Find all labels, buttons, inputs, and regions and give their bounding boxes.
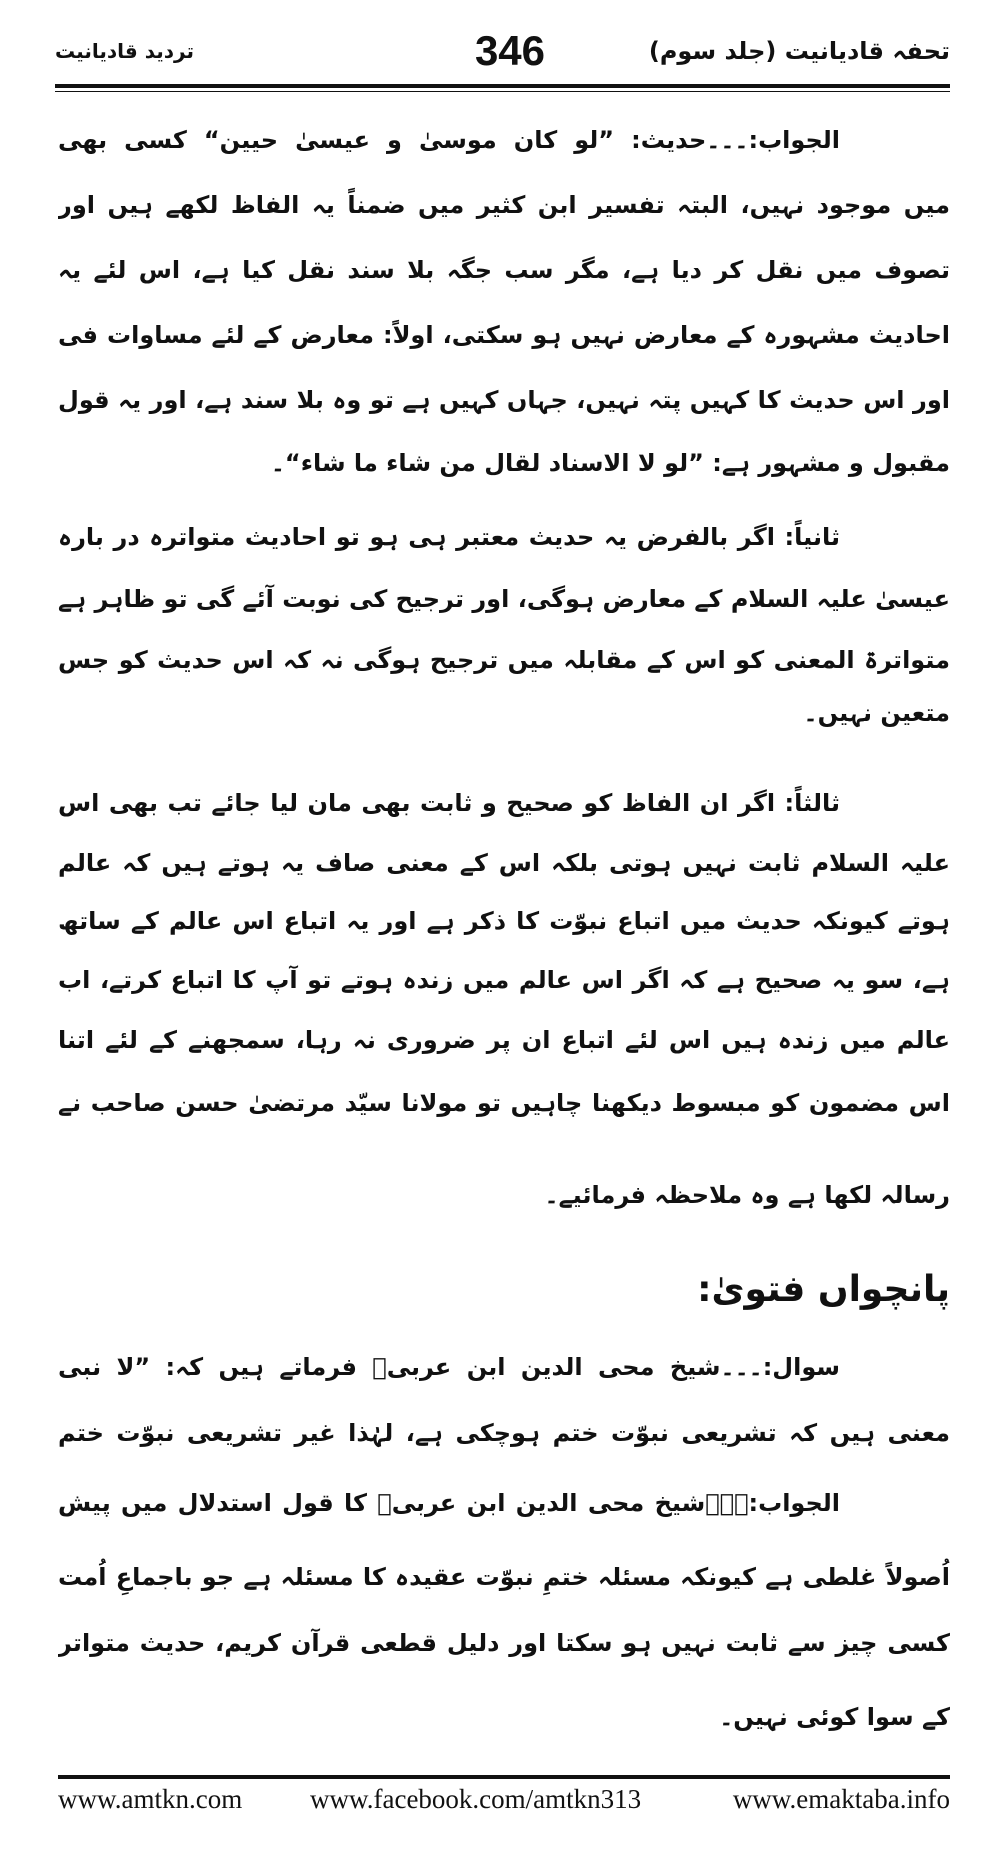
footer-link-emaktaba[interactable]: www.emaktaba.info [732, 1784, 950, 1814]
text-line: تصوف میں نقل کر دیا ہے، مگر سب جگہ بلا سند نقل کیا ہے، اس لئے یہ [58, 256, 950, 284]
text-line: کسی چیز سے ثابت نہیں ہو سکتا اور دلیل قطعی قرآن کریم، حدیث متواتر [58, 1629, 950, 1657]
footer-link-facebook[interactable]: www.facebook.com/amtkn313 [310, 1784, 642, 1814]
text-line: کے سوا کوئی نہیں۔ [719, 1703, 950, 1731]
text-line: معنی ہیں کہ تشریعی نبوّت ختم ہوچکی ہے، لہٰذا غیر تشریعی نبوّت ختم [58, 1419, 950, 1447]
text-line: ثالثاً: اگر ان الفاظ کو صحیح و ثابت بھی مان لیا جائے تب بھی اس [58, 789, 840, 817]
text-line: اور اس حدیث کا کہیں پتہ نہیں، جہاں کہیں ہے تو وہ بلا سند ہے، اور یہ قول [58, 386, 950, 414]
text-line: احادیث مشہورہ کے معارض نہیں ہو سکتی، اولاً: معارض کے لئے مساوات فی [58, 321, 950, 349]
text-line: رسالہ لکھا ہے وہ ملاحظہ فرمائیے۔ [544, 1181, 950, 1209]
text-line: الجواب:۔۔۔شیخ محی الدین ابن عربیؒ کا قول استدلال میں پیش [58, 1489, 840, 1517]
text-line: میں موجود نہیں، البتہ تفسیر ابن کثیر میں ضمناً یہ الفاظ لکھے ہیں اور [58, 191, 950, 219]
text-line: متواترۃ المعنی کو اس کے مقابلہ میں ترجیح ہوگی نہ کہ اس حدیث کو جس [58, 646, 950, 674]
text-line: عیسیٰ علیہ السلام کے معارض ہوگی، اور ترجیح کی نوبت آئے گی تو ظاہر ہے [58, 585, 950, 613]
text-line: الجواب:۔۔۔حدیث: ”لو کان موسیٰ و عیسیٰ حیین“ کسی بھی [58, 126, 840, 154]
section-title: تردید قادیانیت [55, 39, 194, 63]
header-rule-thin [55, 91, 950, 92]
text-line: متعین نہیں۔ [803, 699, 950, 727]
text-line: ثانیاً: اگر بالفرض یہ حدیث معتبر ہی ہو تو احادیث متواترہ در بارہ [58, 523, 840, 551]
text-line: ہے، سو یہ صحیح ہے کہ اگر اس عالم میں زندہ ہوتے تو آپ کا اتباع کرتے، اب [58, 966, 950, 994]
text-line: سوال:۔۔۔شیخ محی الدین ابن عربیؒ فرماتے ہیں کہ: ”لا نبی [58, 1353, 840, 1381]
book-title: تحفہ قادیانیت (جلد سوم) [648, 37, 950, 65]
text-line: ہوتے کیونکہ حدیث میں اتباع نبوّت کا ذکر ہے اور یہ اتباع اس عالم کے ساتھ [58, 907, 950, 935]
text-line: عالم میں زندہ ہیں اس لئے اتباع ان پر ضروری نہ رہا، سمجھنے کے لئے اتنا [58, 1026, 950, 1054]
text-line: مقبول و مشہور ہے: ”لو لا الاسناد لقال من شاء ما شاء“۔ [270, 449, 950, 477]
footer-rule [58, 1775, 950, 1779]
text-line: اس مضمون کو مبسوط دیکھنا چاہیں تو مولانا سیّد مرتضیٰ حسن صاحب نے [58, 1089, 950, 1117]
header-rule [55, 84, 950, 88]
text-line: اُصولاً غلطی ہے کیونکہ مسئلہ ختمِ نبوّت عقیدہ کا مسئلہ ہے جو باجماعِ اُمت [58, 1563, 950, 1591]
page-number: 346 [474, 27, 546, 74]
text-line: علیہ السلام ثابت نہیں ہوتی بلکہ اس کے معنی صاف یہ ہوتے ہیں کہ عالم [58, 849, 950, 877]
section-heading: پانچواں فتویٰ: [697, 1269, 950, 1310]
footer-link-amtkn[interactable]: www.amtkn.com [58, 1784, 243, 1814]
